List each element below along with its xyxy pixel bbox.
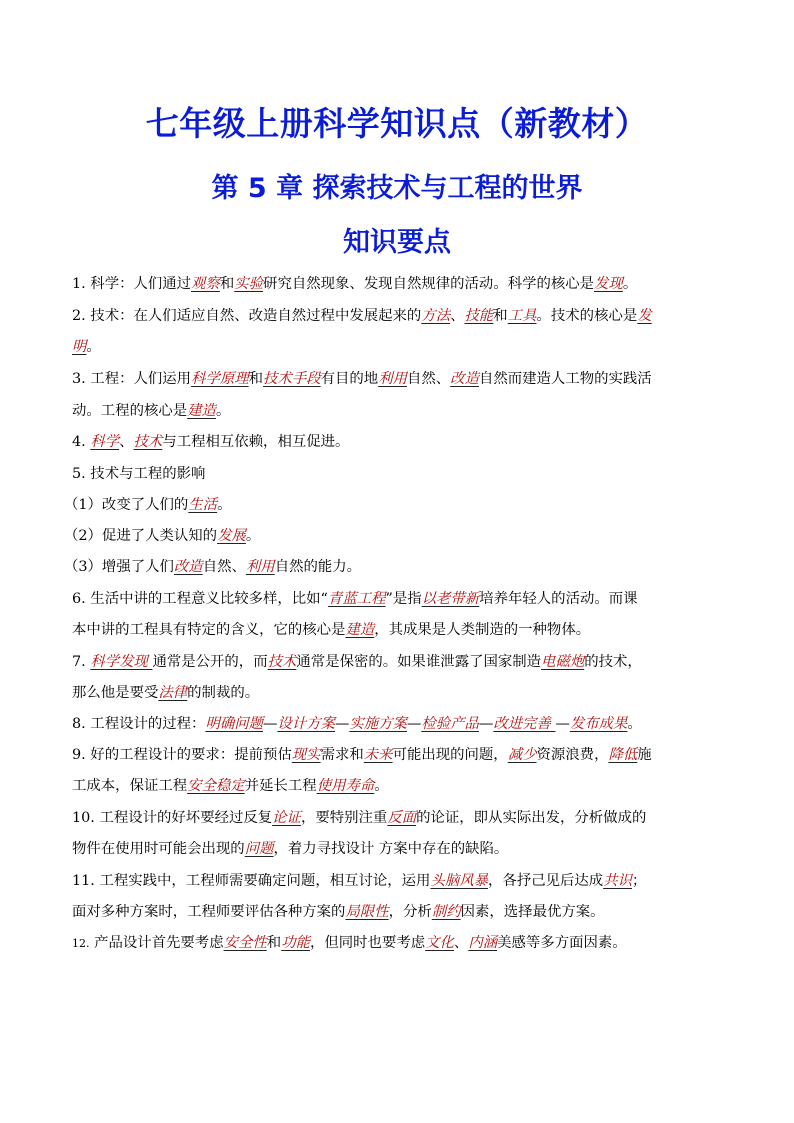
knowledge-item-3: 3. 工程：人们运用科学原理和技术手段有目的地利用自然、改造自然而建造人工物的实践活 bbox=[72, 371, 652, 387]
keyword: 内涵 bbox=[468, 935, 498, 951]
knowledge-item-5-3: （3）增强了人们改造自然、利用自然的能力。 bbox=[64, 559, 362, 575]
knowledge-item-11: 11. 工程实践中，工程师需要确定问题，相互讨论，运用头脑风暴，各抒己见后达成共识； bbox=[72, 873, 647, 889]
keyword: 改进完善 bbox=[493, 716, 556, 732]
chapter-heading: 第 5 章 探索技术与工程的世界 bbox=[211, 173, 583, 204]
keyword: 共识 bbox=[603, 873, 632, 889]
keyword: 法律 bbox=[158, 685, 188, 701]
keyword: 利用 bbox=[378, 371, 407, 387]
keyword: 以老带新 bbox=[421, 591, 480, 607]
keyword: 制约 bbox=[431, 904, 461, 920]
knowledge-item-7: 7. 科学发现 通常是公开的，而技术通常是保密的。如果谁泄露了国家制造电磁炮的技术， bbox=[72, 654, 642, 670]
keyword: 发 bbox=[637, 308, 652, 324]
keyword: 技术手段 bbox=[263, 371, 321, 387]
section-heading: 知识要点 bbox=[343, 227, 451, 258]
keyword: 局限性 bbox=[345, 904, 389, 920]
knowledge-item-10: 10. 工程设计的好坏要经过反复论证，要特别注重反面的论证，即从实际出发，分析做成的 bbox=[72, 810, 647, 826]
keyword: 改造 bbox=[450, 371, 479, 387]
keyword: 检验产品 bbox=[421, 716, 479, 732]
keyword: 实施方案 bbox=[349, 716, 407, 732]
keyword: 青蓝工程 bbox=[327, 591, 386, 607]
knowledge-item-5: 5. 技术与工程的影响 bbox=[72, 466, 206, 482]
keyword: 减少 bbox=[507, 747, 537, 763]
keyword: 技术 bbox=[267, 654, 297, 670]
keyword: 建造 bbox=[345, 622, 375, 638]
keyword: 工具 bbox=[507, 308, 537, 324]
keyword: 发现 bbox=[594, 276, 623, 292]
keyword: 安全稳定 bbox=[187, 778, 245, 794]
keyword: 明确问题 bbox=[205, 716, 264, 732]
knowledge-item-1: 1. 科学：人们通过观察和实验研究自然现象、发现自然规律的活动。科学的核心是发现。 bbox=[72, 276, 638, 292]
knowledge-item-3-cont: 动。工程的核心是建造。 bbox=[72, 403, 231, 419]
keyword: 现实 bbox=[291, 747, 321, 763]
keyword: 发展 bbox=[217, 528, 246, 544]
knowledge-item-10-cont: 物件在使用时可能会出现的问题，着力寻找设计 方案中存在的缺陷。 bbox=[72, 841, 509, 857]
keyword: 科学发现 bbox=[90, 654, 153, 670]
keyword: 使用寿命 bbox=[316, 778, 375, 794]
keyword: 科学原理 bbox=[191, 371, 249, 387]
keyword: 发布成果 bbox=[569, 716, 628, 732]
keyword: 功能 bbox=[281, 935, 310, 951]
keyword: 文化 bbox=[425, 935, 454, 951]
knowledge-item-8: 8. 工程设计的过程：明确问题—设计方案—实施方案—检验产品—改进完善 —发布成果。 bbox=[72, 716, 642, 732]
keyword: 电磁炮 bbox=[541, 654, 585, 670]
knowledge-item-4: 4. 科学、技术与工程相互依赖，相互促进。 bbox=[72, 434, 350, 450]
keyword: 论证 bbox=[272, 810, 301, 826]
keyword: 改造 bbox=[173, 559, 203, 575]
knowledge-item-11-cont: 面对多种方案时，工程师要评估各种方案的局限性，分析制约因素，选择最优方案。 bbox=[72, 904, 605, 920]
keyword: 安全性 bbox=[223, 935, 267, 951]
knowledge-item-2-cont: 明。 bbox=[72, 339, 101, 355]
knowledge-item-12: 12. 产品设计首先要考虑安全性和功能，但同时也要考虑文化、内涵美感等多方面因素。 bbox=[72, 935, 627, 951]
keyword: 反面 bbox=[387, 810, 417, 826]
knowledge-item-9: 9. 好的工程设计的要求：提前预估现实需求和未来可能出现的问题，减少资源浪费，降低施 bbox=[72, 747, 652, 763]
keyword: 设计方案 bbox=[277, 716, 335, 732]
keyword: 明 bbox=[72, 339, 87, 355]
keyword: 技术 bbox=[133, 434, 163, 450]
knowledge-item-2: 2. 技术：在人们适应自然、改造自然过程中发展起来的方法、技能和工具。技术的核心是发 bbox=[72, 308, 652, 324]
keyword: 方法 bbox=[421, 308, 451, 324]
keyword: 利用 bbox=[245, 559, 275, 575]
keyword: 生活 bbox=[188, 497, 218, 513]
knowledge-item-6: 6. 生活中讲的工程意义比较多样，比如“青蓝工程”是指以老带新培养年轻人的活动。而课 bbox=[72, 591, 638, 607]
keyword: 建造 bbox=[187, 403, 216, 419]
keyword: 问题 bbox=[244, 841, 274, 857]
keyword: 技能 bbox=[464, 308, 494, 324]
knowledge-item-7-cont: 那么他是要受法律的制裁的。 bbox=[72, 685, 260, 701]
knowledge-item-9-cont: 工成本，保证工程安全稳定并延长工程使用寿命。 bbox=[72, 778, 389, 794]
keyword: 科学 bbox=[90, 434, 120, 450]
keyword: 实验 bbox=[234, 276, 264, 292]
keyword: 头脑风暴 bbox=[430, 873, 489, 889]
keyword: 观察 bbox=[191, 276, 220, 292]
knowledge-item-5-1: （1）改变了人们的生活。 bbox=[64, 497, 232, 513]
keyword: 未来 bbox=[363, 747, 393, 763]
keyword: 降低 bbox=[608, 747, 638, 763]
knowledge-item-6-cont: 本中讲的工程具有特定的含义，它的核心是建造，其成果是人类制造的一种物体。 bbox=[72, 622, 591, 638]
document-title: 七年级上册科学知识点（新教材） bbox=[145, 104, 649, 143]
knowledge-item-5-2: （2）促进了人类认知的发展。 bbox=[64, 528, 261, 544]
